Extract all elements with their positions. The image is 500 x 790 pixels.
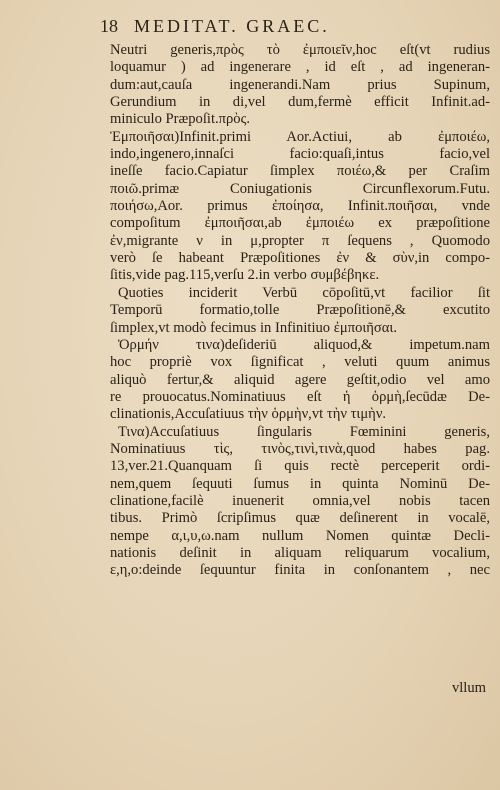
text-line: ſitis,vide pag.115,verſu 2.in verbo συμβέβηκε. bbox=[110, 267, 380, 284]
text-line: Nominatiuus τὶς, τινὸς,τινὶ,τινὰ,quod habes pag. bbox=[110, 440, 490, 457]
text-line: dum:aut,cauſa ingenerandi.Nam prius Supinum, bbox=[110, 76, 490, 93]
page-header bbox=[100, 14, 430, 38]
text-line: Τινα)Accuſatiuus ſingularis Fœminini generis, bbox=[118, 423, 490, 440]
catchword: vllum bbox=[451, 680, 486, 696]
text-line: nationis deſinit in aliquam reliquarum vocalium, bbox=[110, 544, 490, 561]
running-title: MEDITAT. GRAEC. bbox=[134, 16, 330, 36]
text-line: re prouocatus.Nominatiuus eſt ἡ ὁρμὴ,ſecūdæ De- bbox=[110, 388, 490, 405]
text-line: ε,η,ο:deinde ſequuntur finita in conſonantem , nec bbox=[110, 562, 490, 579]
text-line: indo,ingenero,innaſci facio:quaſi,intus facio,vel bbox=[110, 146, 490, 163]
text-line: clinatione,facilè inuenerit omnia,vel nobis tacen bbox=[110, 492, 490, 509]
text-line: compoſitum ἐμποιῆσαι,ab ἐμποιέω ex præpoſitione bbox=[110, 215, 490, 232]
page-number: 18 bbox=[100, 16, 118, 36]
text-line: 13,ver.21.Quanquam ſi quis rectè perceperit ordi- bbox=[110, 458, 490, 475]
text-line: aliquò fertur,& aliquid agere geſtit,odio vel amo bbox=[110, 371, 490, 388]
text-line: Ὁρμήν τινα)deſideriū aliquod,& impetum.nam bbox=[118, 336, 490, 353]
text-line: Neutri generis,πρὸς τὸ ἐμποιεῖν,hoc eſt(vt rudius bbox=[110, 42, 490, 58]
text-line: ἐν,migrante ν in μ,propter π ſequens , Quomodo bbox=[110, 232, 490, 249]
text-line: miniculo Præpoſit.πρὸς. bbox=[110, 111, 251, 128]
text-line: ποιῶ.primæ Coniugationis Circunflexorum.Futu. bbox=[110, 180, 490, 197]
text-line: Ἐμποιῆσαι)Infinit.primi Aor.Actiui, ab ἐμποιέω, bbox=[110, 128, 490, 145]
text-line: ineſſe facio.Capiatur ſimplex ποιέω,& per Craſim bbox=[110, 163, 490, 180]
text-line: Gerundium in di,vel dum,fermè efficit Infinit.ad- bbox=[110, 94, 490, 111]
body-text bbox=[110, 42, 490, 580]
text-line: tibus. Primò ſcripſimus quæ deſinerent in vocalē, bbox=[110, 510, 490, 527]
text-line: ποιήσω,Aor. primus ἐποίησα, Infinit.ποιῆσαι, vnde bbox=[110, 198, 490, 215]
text-line: nem,quem ſequuti ſumus in quinta Nominū De- bbox=[110, 475, 490, 492]
text-line: clinationis,Accuſatiuus τὴν ὁρμὴν,vt τὴν τιμὴν. bbox=[110, 406, 387, 423]
text-line: loquamur ) ad ingenerare , id eſt , ad ingeneran- bbox=[110, 59, 490, 76]
text-line: nempe α,ι,υ,ω.nam nullum Nomen quintæ Decli- bbox=[110, 527, 490, 544]
text-line: verò ſe habeant Præpoſitiones ἐν & σὺν,in compo- bbox=[110, 250, 490, 267]
text-line: hoc propriè vox ſignificat , veluti quum animus bbox=[110, 354, 490, 371]
text-line: ſimplex,vt modò fecimus in Infinitiuo ἐμποιῆσαι. bbox=[110, 319, 398, 336]
text-line: Temporū formatio,tolle Præpoſitionē,& excutito bbox=[110, 302, 490, 319]
text-line: Quoties inciderit Verbū cōpoſitū,vt facilior ſit bbox=[118, 284, 490, 301]
